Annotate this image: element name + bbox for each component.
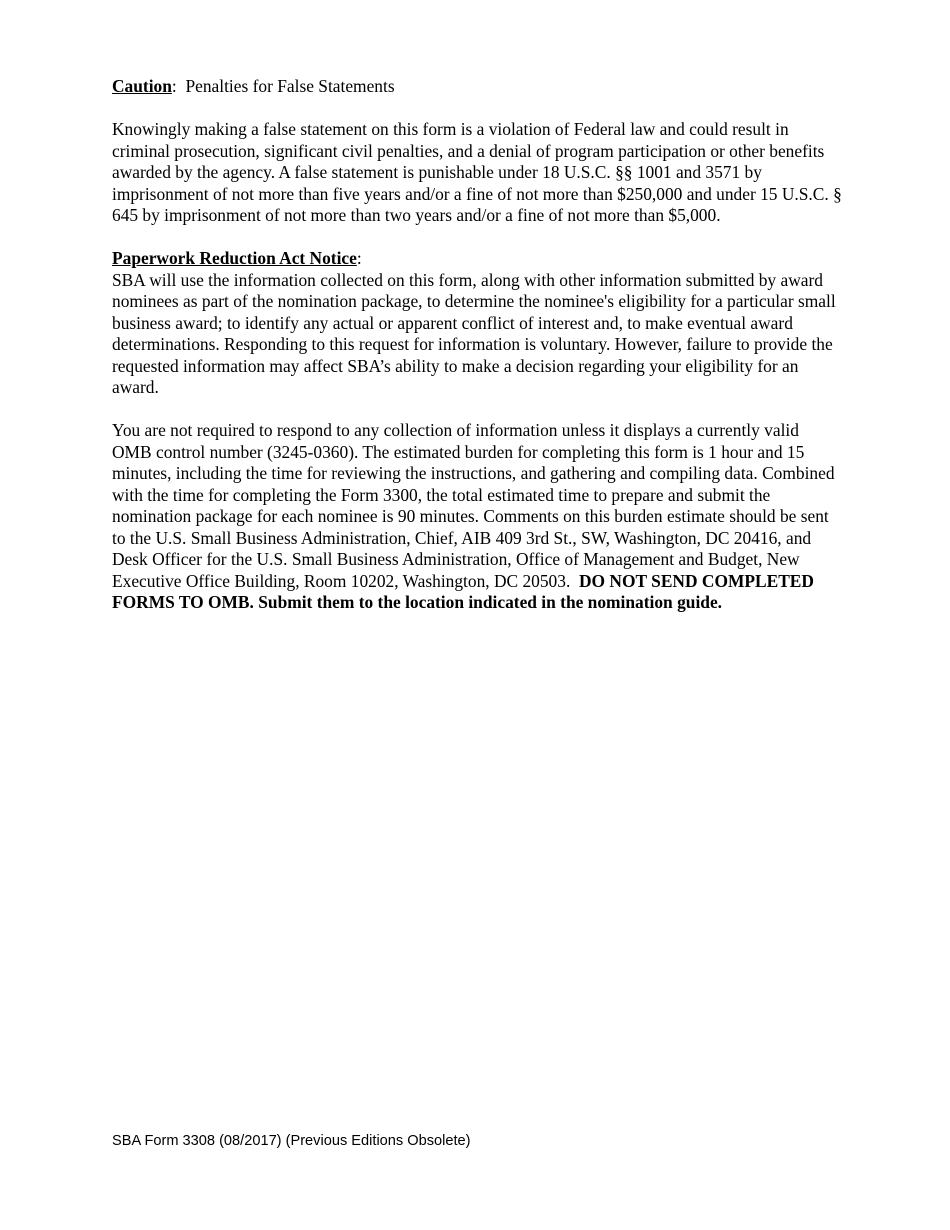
burden-bold-notice: DO NOT SEND COMPLETED FORMS TO OMB. Submit them to the location indicated in the nomination guide. — [112, 570, 814, 612]
spacer — [112, 98, 842, 120]
spacer — [112, 227, 842, 249]
caution-body: Knowingly making a false statement on this form is a violation of Federal law and could result in criminal prosecution, significant civil penalties, and a denial of program participation or other benefits awarded by the agency. A false statement is punishable under 18 U.S.C. §§ 1001 and 3571 by imprisonment of not more than five years and/or a fine of not more than $250,000 and under 15 U.S.C. § 645 by imprisonment of not more than two years and/or a fine of not more than $5,000. — [112, 119, 842, 225]
document-body — [112, 76, 842, 614]
caution-separator: : — [171, 76, 177, 96]
paperwork-heading-line — [112, 248, 842, 270]
caution-heading: Caution — [112, 76, 172, 96]
paperwork-separator: : — [356, 248, 362, 268]
spacer — [112, 399, 842, 421]
burden-paragraph — [112, 420, 842, 614]
form-footer: SBA Form 3308 (08/2017) (Previous Editions Obsolete) — [112, 1133, 471, 1149]
paperwork-heading: Paperwork Reduction Act Notice — [112, 248, 357, 268]
caution-heading-line — [112, 76, 842, 98]
paperwork-body: SBA will use the information collected on this form, along with other information submitted by award nominees as part of the nomination package, to determine the nominee's eligibility for a particular small business award; to identify any actual or apparent conflict of interest and, to make eventual award determinations. Responding to this request for information is voluntary. However, failure to provide the requested information may affect SBA’s ability to make a decision regarding your eligibility for an award. — [112, 269, 836, 397]
caution-subtitle: Penalties for False Statements — [185, 76, 395, 96]
burden-text: You are not required to respond to any collection of information unless it displays a currently valid OMB control number (3245-0360). The estimated burden for completing this form is 1 hour and 15 minutes, including the time for reviewing the instructions, and gathering and compiling data. Combined with the time for completing the Form 3300, the total estimated time to prepare and submit the nomination package for each nominee is 90 minutes. Comments on this burden estimate should be sent to the U.S. Small Business Administration, Chief, AIB 409 3rd St., SW, Washington, DC 20416, and Desk Officer for the U.S. Small Business Administration, Office of Management and Budget, New Executive Office Building, Room 10202, Washington, DC 20503. — [112, 420, 835, 591]
